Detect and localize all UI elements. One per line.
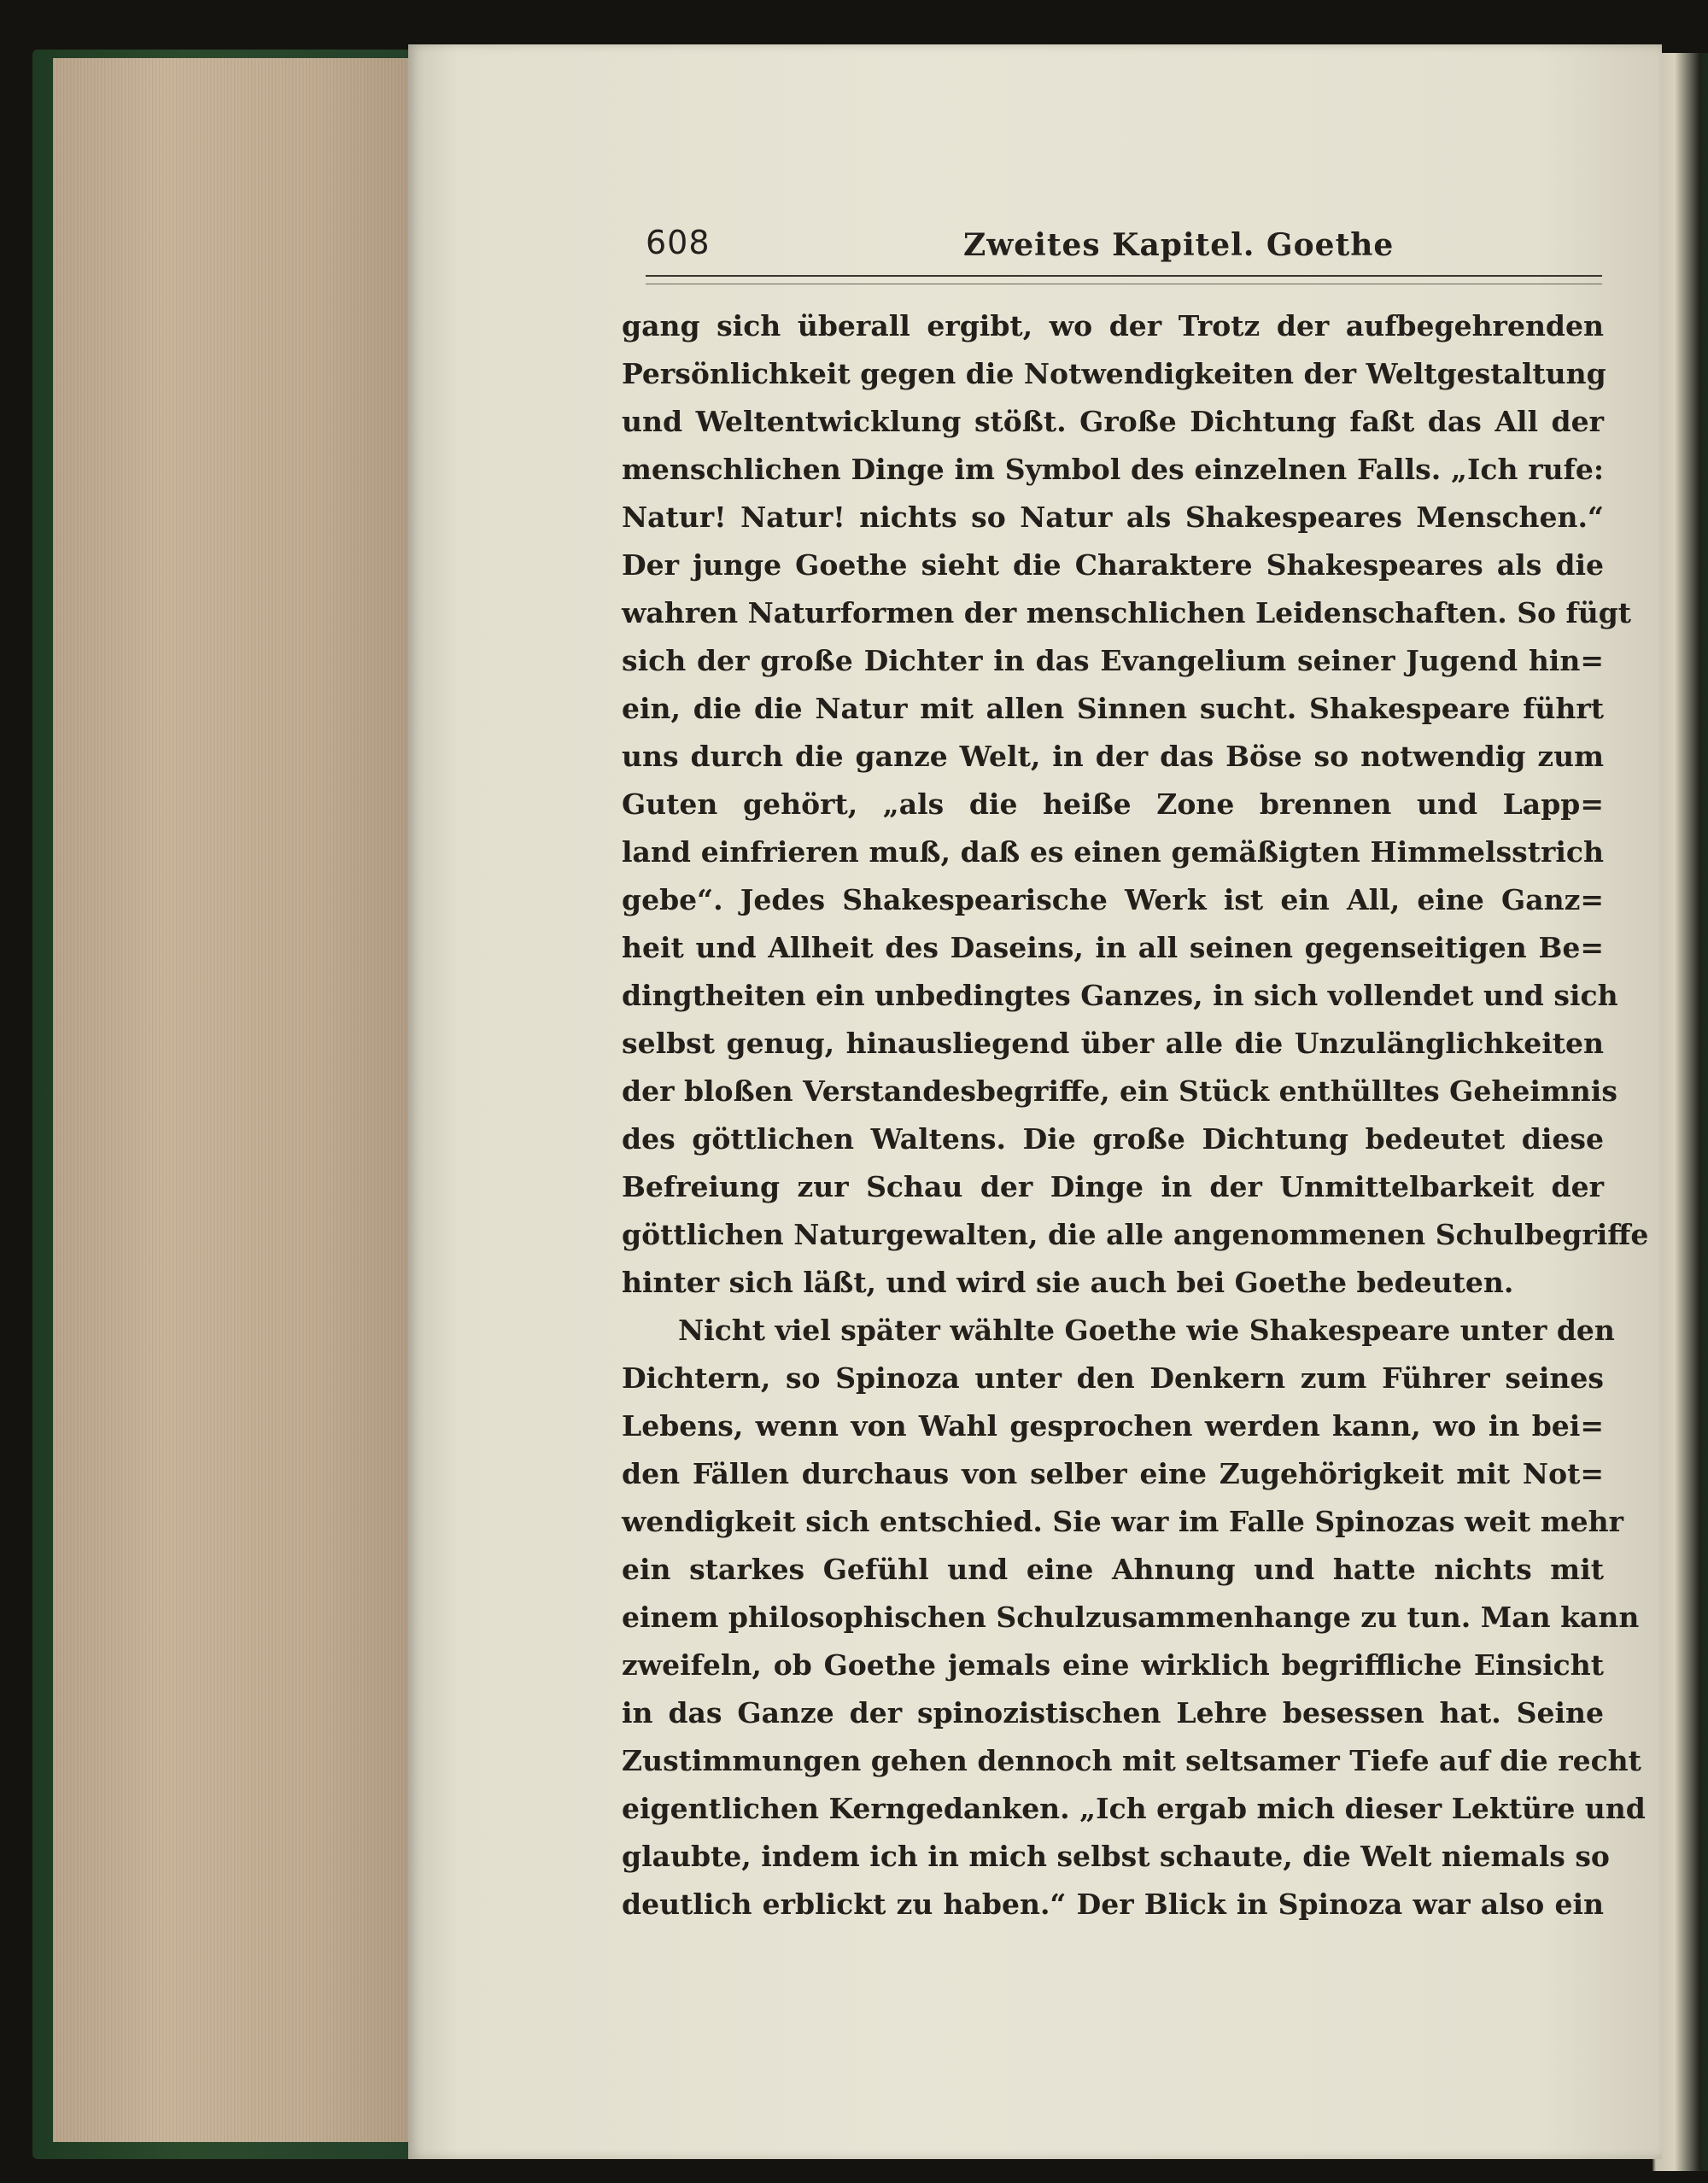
text-line: einem philosophischen Schulzusammenhange zu tun. Man kann	[622, 1601, 1640, 1634]
body-text	[622, 302, 1649, 1928]
book-page	[408, 44, 1662, 2159]
text-line: gebe“. Jedes Shakespearische Werk ist ein All, eine Ganz=	[622, 883, 1604, 916]
text-line: land einfrieren muß, daß es einen gemäßigten Himmelsstrich	[622, 835, 1604, 869]
text-line: dingtheiten ein unbedingtes Ganzes, in sich vollendet und sich	[622, 979, 1618, 1012]
text-line: eigentlichen Kerngedanken. „Ich ergab mich dieser Lektüre und	[622, 1792, 1646, 1825]
text-line: der bloßen Verstandesbegriffe, ein Stück enthülltes Geheimnis	[622, 1074, 1617, 1108]
text-line: göttlichen Naturgewalten, die alle angenommenen Schulbegriffe	[622, 1218, 1649, 1251]
text-line: Befreiung zur Schau der Dinge in der Unmittelbarkeit der	[622, 1170, 1604, 1203]
text-line: zweifeln, ob Goethe jemals eine wirklich begriffliche Einsicht	[622, 1648, 1604, 1682]
text-line: ein, die die Natur mit allen Sinnen sucht. Shakespeare führt	[622, 692, 1604, 725]
text-line: den Fällen durchaus von selber eine Zugehörigkeit mit Not=	[622, 1457, 1604, 1490]
text-line: ein starkes Gefühl und eine Ahnung und hatte nichts mit	[622, 1553, 1604, 1586]
text-line: Zustimmungen gehen dennoch mit seltsamer Tiefe auf die recht	[622, 1744, 1641, 1777]
text-line: Guten gehört, „als die heiße Zone brennen und Lapp=	[622, 787, 1604, 821]
text-line: Persönlichkeit gegen die Notwendigkeiten der Weltgestaltung	[622, 357, 1606, 390]
text-line: Dichtern, so Spinoza unter den Denkern zum Führer seines	[622, 1361, 1604, 1395]
text-line: deutlich erblickt zu haben.“ Der Blick in Spinoza war also ein	[622, 1887, 1604, 1921]
text-line: sich der große Dichter in das Evangelium seiner Jugend hin=	[622, 644, 1604, 677]
text-line: heit und Allheit des Daseins, in all seinen gegenseitigen Be=	[622, 931, 1604, 964]
text-line: wahren Naturformen der menschlichen Leidenschaften. So fügt	[622, 596, 1632, 629]
text-line: Natur! Natur! nichts so Natur als Shakespeares Menschen.“	[622, 500, 1604, 534]
header-rule	[646, 275, 1602, 277]
text-line: wendigkeit sich entschied. Sie war im Falle Spinozas weit mehr	[622, 1505, 1623, 1538]
chapter-title: Zweites Kapitel. Goethe	[963, 227, 1395, 263]
text-line: glaubte, indem ich in mich selbst schaute, die Welt niemals so	[622, 1840, 1610, 1873]
text-line: menschlichen Dinge im Symbol des einzelnen Falls. „Ich rufe:	[622, 453, 1604, 486]
text-line: Nicht viel später wählte Goethe wie Shakespeare unter den	[678, 1314, 1615, 1347]
text-line: hinter sich läßt, und wird sie auch bei Goethe bedeuten.	[622, 1266, 1514, 1299]
text-line: und Weltentwicklung stößt. Große Dichtung faßt das All der	[622, 405, 1604, 438]
text-line: des göttlichen Waltens. Die große Dichtung bedeutet diese	[622, 1122, 1604, 1156]
text-line: in das Ganze der spinozistischen Lehre besessen hat. Seine	[622, 1696, 1604, 1729]
page-number: 608	[646, 224, 711, 261]
page-edges	[53, 58, 420, 2142]
text-line: selbst genug, hinausliegend über alle die Unzulänglichkeiten	[622, 1027, 1604, 1060]
text-line: gang sich überall ergibt, wo der Trotz der aufbegehrenden	[622, 309, 1604, 342]
text-line: Der junge Goethe sieht die Charaktere Shakespeares als die	[622, 548, 1604, 582]
text-line: uns durch die ganze Welt, in der das Böse so notwendig zum	[622, 740, 1604, 773]
text-line: Lebens, wenn von Wahl gesprochen werden kann, wo in bei=	[622, 1409, 1604, 1443]
